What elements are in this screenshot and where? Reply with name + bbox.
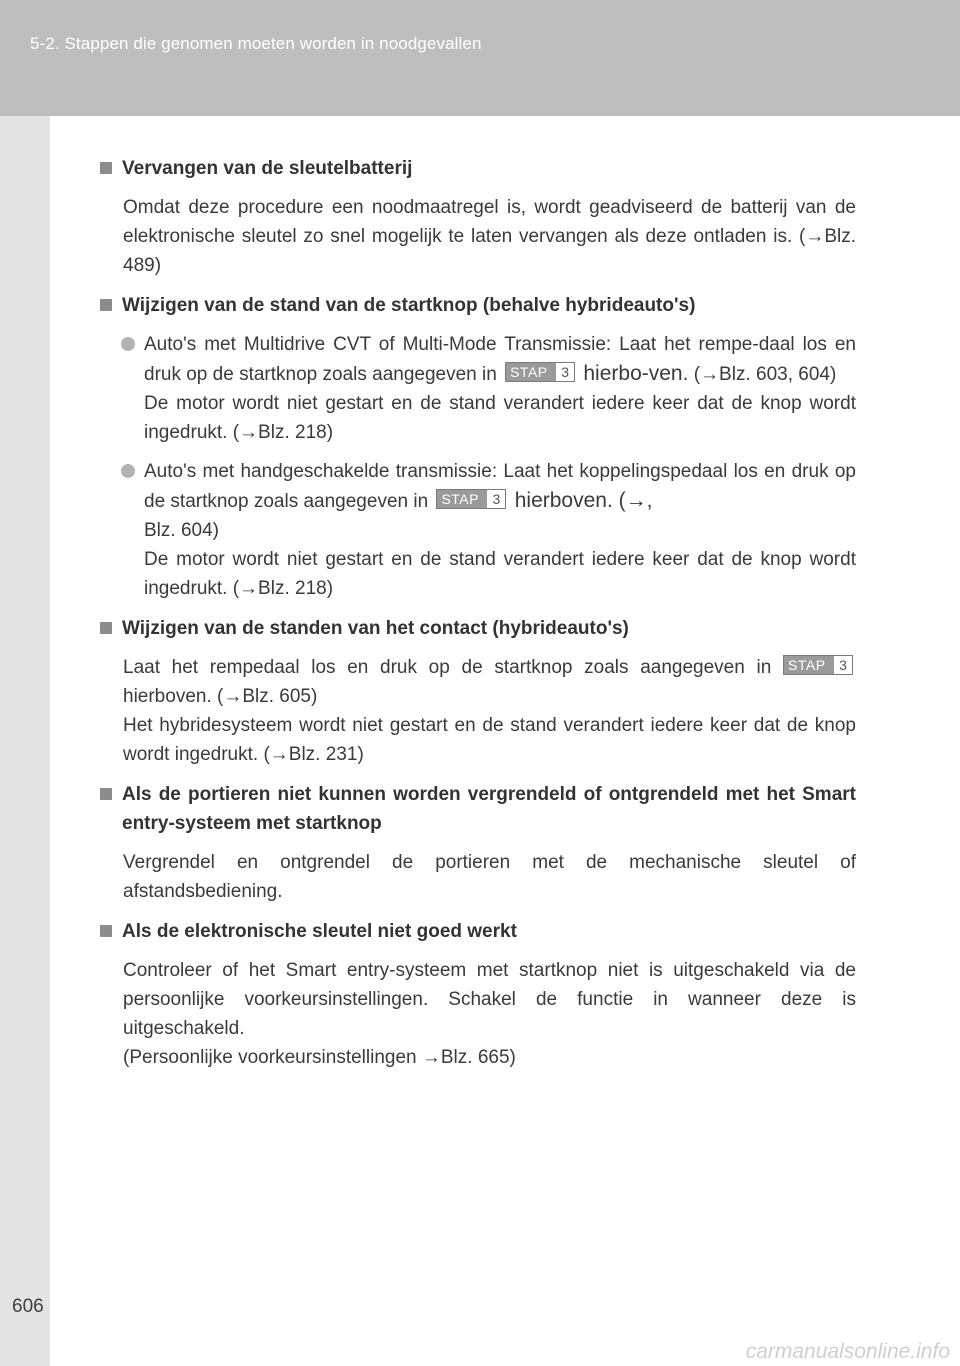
section-heading: Wijzigen van de standen van het contact (hybrideauto's) [100,614,856,643]
section-heading: Als de portieren niet kunnen worden vergrendeld of ontgrendeld met het Smart entry-systeem met startknop [100,780,856,838]
section-heading: Wijzigen van de stand van de startknop (behalve hybrideauto's) [100,291,856,320]
square-bullet-icon [100,299,112,311]
section-start-button-mode [100,291,856,603]
section-key-battery [100,154,856,280]
section-title: 5-2. Stappen die genomen moeten worden in noodgevallen [30,34,482,53]
section-body: Vergrendel en ontgrendel de portieren met de mechanische sleutel of afstandsbediening. [123,852,856,902]
section-body: Omdat deze procedure een noodmaatregel is, wordt geadviseerd de batterij van de elektronische sleutel zo snel mogelijk te laten vervangen als deze ontladen is. (→Blz. 489) [123,197,856,276]
page-header [0,0,960,116]
section-body: Laat het rempedaal los en druk op de startknop zoals aangegeven in STAP 3 hierboven. (→Blz. 605) Het hybridesysteem wordt niet gestart en de stand verandert iedere keer dat de knop wordt ingedrukt. (→Blz. 231) [123,657,856,765]
square-bullet-icon [100,925,112,937]
square-bullet-icon [100,622,112,634]
section-key-malfunction [100,917,856,1072]
stap-3-badge: STAP 3 [505,362,575,382]
circle-bullet-icon [121,337,135,351]
section-heading: Vervangen van de sleutelbatterij [100,154,856,183]
side-strip [0,116,50,1366]
square-bullet-icon [100,162,112,174]
watermark: carmanualsonline.info [745,1340,950,1363]
page-number: 606 [12,1296,44,1317]
section-hybrid-contact [100,614,856,769]
stap-3-badge: STAP 3 [436,489,506,509]
bullet-item: Auto's met handgeschakelde transmissie: Laat het koppelingspedaal los en druk op de startknop zoals aangegeven in STAP 3 hierboven. (→, Blz. 604) De motor wordt niet gestart en de stand verandert iedere keer dat de knop wordt ingedrukt. (→Blz. 218) [100,457,856,603]
stap-3-badge: STAP 3 [783,655,853,675]
section-body: Controleer of het Smart entry-systeem met startknop niet is uitgeschakeld via de persoonlijke voorkeursinstellingen. Schakel de functie in wanneer deze is uitgeschakeld. (Persoonlijke voorkeursinstellingen →Blz. 665) [123,960,856,1068]
page-content [100,154,856,1083]
section-heading: Als de elektronische sleutel niet goed werkt [100,917,856,946]
bullet-item: Auto's met Multidrive CVT of Multi-Mode Transmissie: Laat het rempe-daal los en druk op de startknop zoals aangegeven in STAP 3 hierbo-ven. (→Blz. 603, 604) De motor wordt niet gestart en de stand verandert iedere keer dat de knop wordt ingedrukt. (→Blz. 218) [100,330,856,447]
section-smart-entry [100,780,856,906]
circle-bullet-icon [121,464,135,478]
square-bullet-icon [100,788,112,800]
